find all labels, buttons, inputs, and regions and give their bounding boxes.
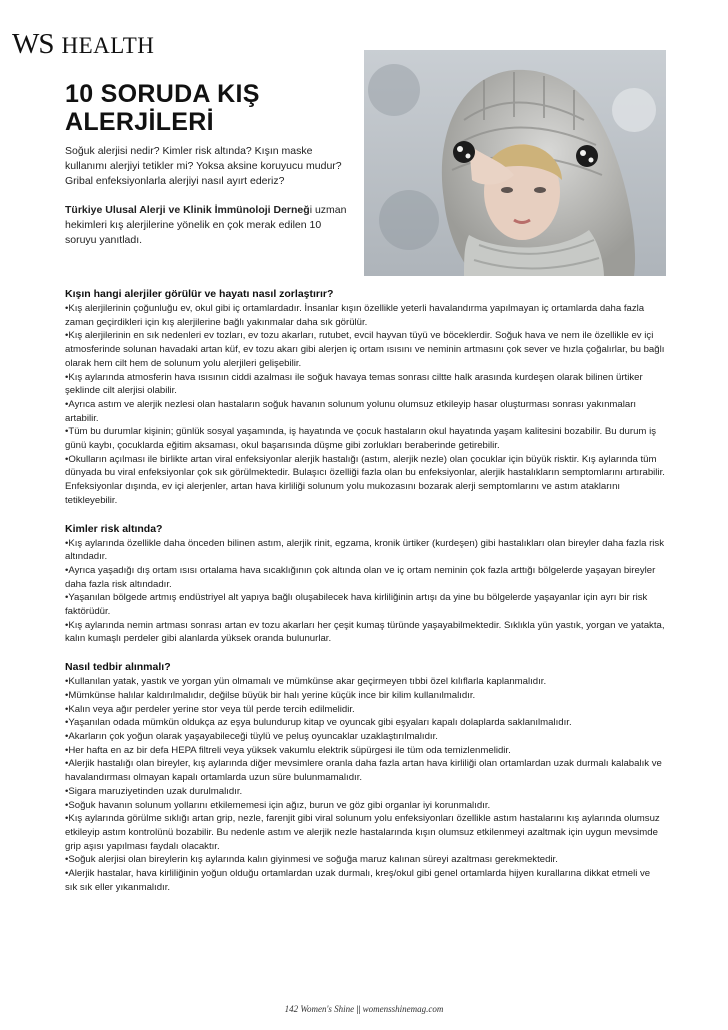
list-item: •Kış aylarında atmosferin hava ısısının ciddi azalması ile soğuk havaya temas sonrası ciltte halk arasında kurdeşen olarak bilinen ürtiker şeklinde cilt alerjisi olabilir. (65, 371, 643, 397)
list-item: •Her hafta en az bir defa HEPA filtreli veya yüksek vakumlu elektrik süpürgesi ile tüm oda temizlenmelidir. (65, 744, 511, 756)
section-heading: Kışın hangi alerjiler görülür ve hayatı nasıl zorlaştırır? (65, 288, 334, 300)
list-item: •Akarların çok yoğun olarak yaşayabileceği tüylü ve peluş oyuncaklar uzaklaştırılmalıdır. (65, 730, 438, 742)
org-credit-text: uzman hekimleri kış alerjilerine yönelik en çok merak edilen 10 soruyu yanıtladı. (65, 204, 347, 246)
article-photo (364, 50, 666, 276)
list-item: •Kış aylarında görülme sıklığı artan grip, nezle, farenjit gibi viral solunum yolu enfeksiyonları özellikle astım hastalarını kış aylarında olumsuz etkileyip astım kontrolünü bozabilir. Bu nedenle astım ve alerjik nezle hastalarında kışın olumsuz etkilenmeyi azaltmak için uygun mevsimde grip aşısı yapılması faydalı olacaktır. (65, 813, 660, 852)
magazine-name: Women's Shine (300, 1004, 355, 1014)
list-item: •Kalın veya ağır perdeler yerine stor veya tül perde tercih edilmelidir. (65, 703, 355, 715)
org-name: Türkiye Ulusal Alerji ve Klinik İmmünoloji Derneğ (65, 204, 310, 216)
list-item: •Tüm bu durumlar kişinin; günlük sosyal yaşamında, iş hayatında ve çocuk hastaların okul hayatında yaşam kalitesini bozabilir. Bu durum iş günü kaybı, çocuklarda eğitim aksaması, okul başarısında düşme gibi zorlukları beraberinde getirebilir. (65, 426, 657, 452)
list-item: •Ayrıca astım ve alerjik nezlesi olan hastaların soğuk havanın solunum yolunu olumsuz etkileyip hasar oluşturması sonrası yakınmaları artabilir. (65, 398, 637, 424)
list-item: •Kullanılan yatak, yastık ve yorgan yün olmamalı ve mümkünse akar geçirmeyen tıbbi özel kılıflarla kaplanmalıdır. (65, 676, 547, 688)
list-item: •Kış aylarında nemin artması sonrası artan ev tozu akarları her çeşit kumaş türünde yaşayabilmektedir. Sıklıkla yün yastık, yorgan ve yatakta, kalın kumaşlı perdeler gibi alanlarda yüksek oranda bulunurlar. (65, 619, 665, 645)
org-name-suffix: i (309, 204, 313, 216)
list-item: •Mümkünse halılar kaldırılmalıdır, değilse büyük bir halı yerine küçük ince bir kilim kullanılmalıdır. (65, 689, 476, 701)
footer-separator: || (356, 1004, 361, 1014)
list-item: •Sigara maruziyetinden uzak durulmalıdır. (65, 785, 243, 797)
page-footer (0, 1004, 728, 1014)
section-heading: Nasıl tedbir alınmalı? (65, 661, 171, 674)
list-item: •Kış alerjilerinin en sık nedenleri ev tozları, ev tozu akarları, rutubet, evcil hayvan tüyü ve böceklerdir. Soğuk hava ve nem ile özellikle ev içi atmosferinde solunan havadaki artan küf, ev tozu akarı gibi alerjen iç ortam ısısını ve neminin artmasını çok sever ve hızla çoğalırlar, bu bağlı olarak hem cilt hem de solunum yolu alerjileri gelişebilir. (65, 330, 665, 369)
section-precautions (65, 660, 665, 894)
magazine-header (12, 28, 154, 61)
article-body (65, 287, 665, 908)
magazine-url: womensshinemag.com (362, 1004, 444, 1014)
page-number: 142 (284, 1004, 299, 1014)
list-item: •Ayrıca yaşadığı dış ortam ısısı ortalama hava sıcaklığının çok altında olan ve iç ortam neminin çok fazla arttığı bölgelerde yaşayan bireyler daha fazla risk altındadır. (65, 564, 656, 590)
brand-ws-logo: WS (12, 28, 54, 60)
list-item: •Soğuk havanın solunum yollarını etkilememesi için ağız, burun ve göz gibi organlar iyi korunmalıdır. (65, 799, 491, 811)
article-org-credit (65, 203, 350, 248)
list-item: •Okulların açılması ile birlikte artan viral enfeksiyonlar alerjik hastalığı (astım, alerjik nezle) olan çocuklar için büyük risktir. Kış aylarında tüm dünyada bu viral enfeksiyonlar çok sık görülmektedir. Bulaşıcı özelliği fazla olan bu enfeksiyonlar, alerjik hastalıkların semptomlarını artırabilir. Enfeksiyonlar dışında, ev içi alerjenler, artan hava kirliliği solunum yolu mukozasını bozarak alerji semptomlarını ve astım ataklarını tetikleyebilir. (65, 453, 665, 506)
section-heading: Kimler risk altında? (65, 522, 163, 535)
section-label-health: HEALTH (61, 33, 155, 58)
woman-in-knit-hood-image (364, 50, 666, 276)
list-item: •Alerjik hastalığı olan bireyler, kış aylarında diğer mevsimlere oranla daha fazla artan hava kirliliği olan ortamlardan uzak durmalı kalabalık ve havalandırması olmayan kapalı ortamlarda uzun süre bulunmamalıdır. (65, 758, 662, 784)
article-title: 10 SORUDA KIŞ ALERJİLERİ (65, 80, 260, 136)
list-item: •Alerjik hastalar, hava kirliliğinin yoğun olduğu ortamlardan uzak durmalı, kreş/okul gibi genel ortamlarda hijyen kurallarına dikkat etmeli ve sık sık eller yıkanmalıdır. (65, 868, 651, 893)
list-item: •Yaşanılan bölgede artmış endüstriyel alt yapıya bağlı oluşabilecek hava kirliliğinin artışı da yine bu bölgelerde yaşayanlar için ayrı bir risk faktörüdür. (65, 592, 648, 618)
section-winter-allergies (65, 287, 665, 508)
article-intro: Soğuk alerjisi nedir? Kimler risk altında? Kışın maske kullanımı alerjiyi tetikler mi? Yoksa aksine koruyucu mudur? Gribal enfeksiyonlarla alerjiyi nasıl ayırt ederiz? (65, 145, 342, 187)
list-item: •Soğuk alerjisi olan bireylerin kış aylarında kalın giyinmesi ve soğuğa maruz kalınan süreyi azaltması gerekmektedir. (65, 854, 558, 866)
list-item: •Yaşanılan odada mümkün oldukça az eşya bulundurup kitap ve oyuncak gibi eşyaları kapalı dolaplarda saklanılmalıdır. (65, 717, 572, 729)
section-risk-groups (65, 522, 665, 647)
list-item: •Kış aylarında özellikle daha önceden bilinen astım, alerjik rinit, egzama, kronik ürtiker (kurdeşen) gibi hastalıkları olan bireyler daha fazla risk altındadır. (65, 537, 664, 563)
list-item: •Kış alerjilerinin çoğunluğu ev, okul gibi iç ortamlardadır. İnsanlar kışın özellikle yeterli havalandırma yapılmayan iç ortamlarda daha fazla zaman geçirdikleri için kış alerjilerine bağlı yakınmalar daha sık görülür. (65, 303, 645, 328)
